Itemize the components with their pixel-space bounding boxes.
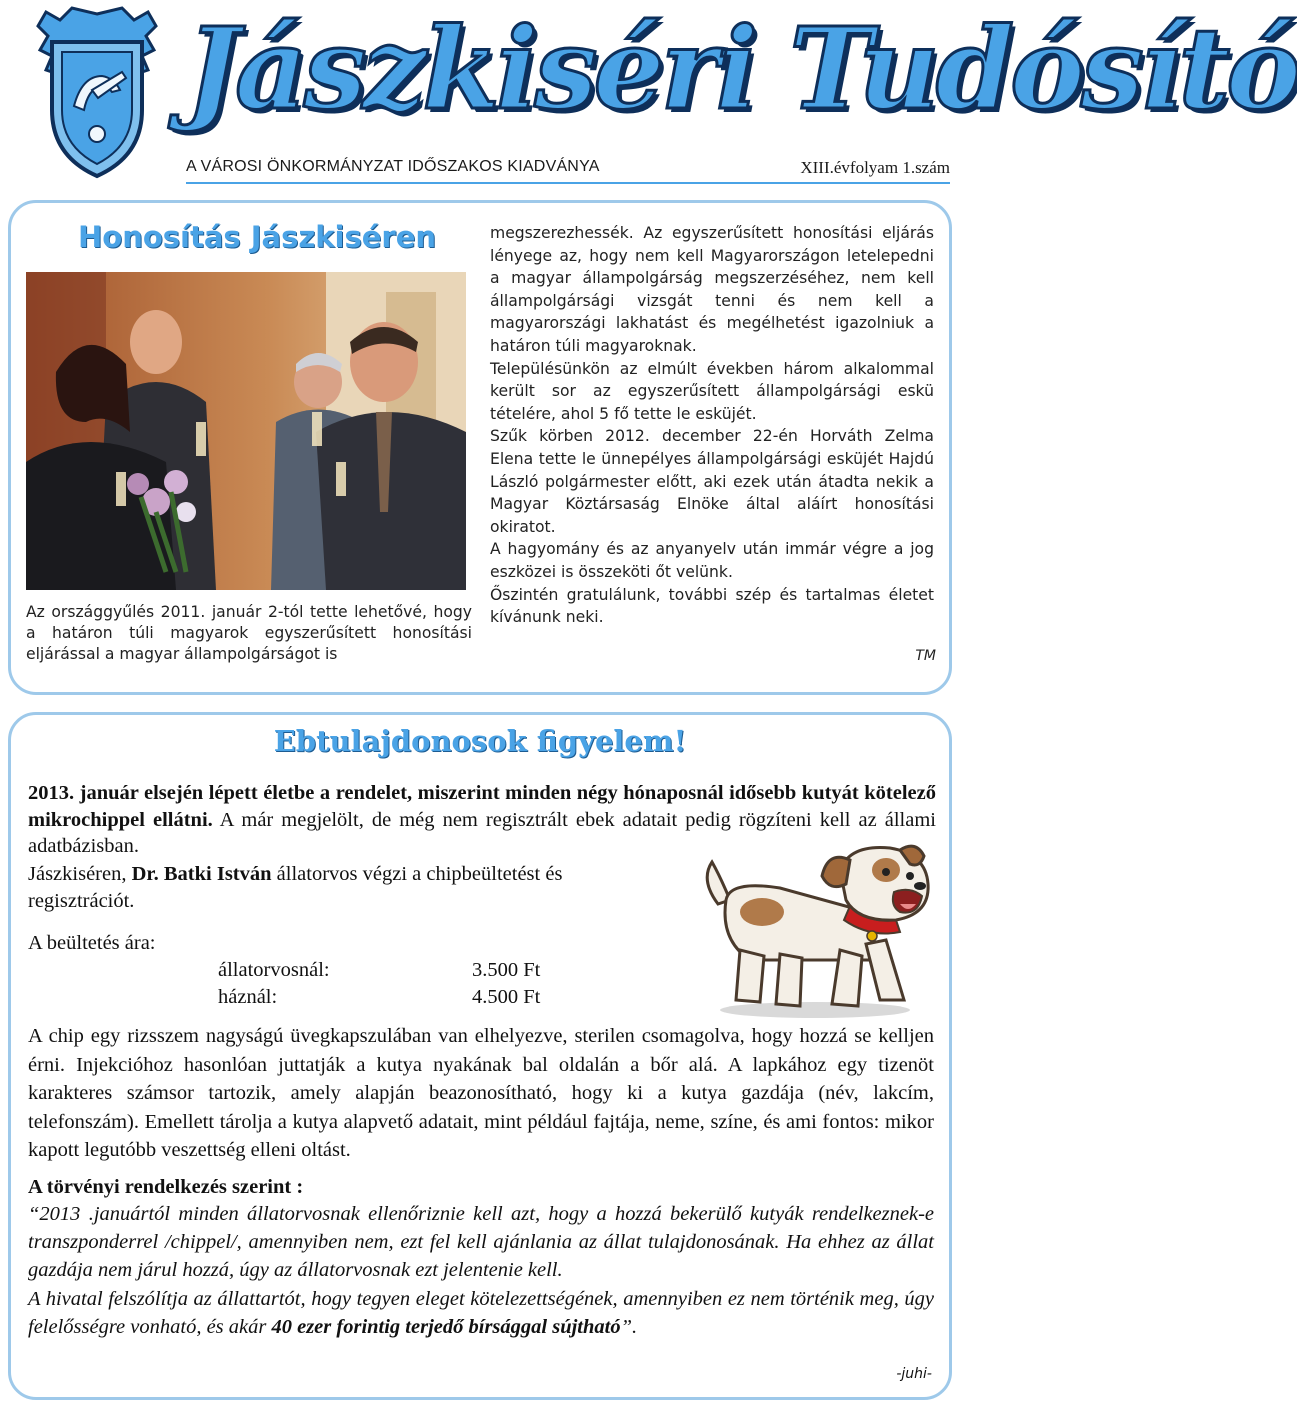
- price-label: A beültetés ára:: [28, 932, 156, 954]
- law-paragraph: “2013 .januártól minden állatorvosnak ellenőriznie kell azt, hogy a hozzá bekerülő kutyák rendelkeznek-e transzponderrel /chippel/, amennyiben nem, ezt fel kell ajánlania az állat tulajdonosának. Ha ehhez az állat gazdája nem járul hozzá, úgy az állatorvosnak ezt jelentenie kell.: [28, 1203, 934, 1282]
- vet-info: [28, 861, 668, 914]
- article-intro-text: Az országgyűlés 2011. január 2-tól tette lehetővé, hogy a határon túli magyarok egyszerűsített honosítási eljárással a magyar állampolgárságot is: [26, 603, 472, 663]
- price-row-label: háznál:: [218, 986, 278, 1008]
- author-signature: TM: [915, 648, 936, 664]
- vet-info-suffix: állatorvos végzi a chipbeültetést és regisztrációt.: [28, 863, 563, 912]
- price-row-label: állatorvosnál:: [218, 959, 330, 981]
- author-signature: -juhi-: [896, 1366, 932, 1382]
- masthead-divider: [186, 182, 950, 184]
- lead-bold-text: 2013. január elsején lépett életbe a rendelet, miszerint minden négy hónaposnál idősebb kutyát kötelező mikrochippel ellátni.: [28, 782, 936, 831]
- fine-amount: 40 ezer forintig terjedő bírsággal sújtható: [271, 1315, 621, 1338]
- price-row-value: 4.500 Ft: [472, 986, 541, 1008]
- law-heading: A törvényi rendelkezés szerint :: [28, 1176, 304, 1198]
- law-paragraph: [28, 1285, 934, 1341]
- article-paragraph: A hagyomány és az anyanyelv után immár végre a jog eszközei is összeköti őt velünk.: [490, 540, 934, 581]
- chip-description: A chip egy rizsszem nagyságú üvegkapszulában van elhelyezve, sterilen csomagolva, hogy hozzá se kelljen érni. Injekcióhoz hasonlóan juttatják a kutya nyakának bal oldalán a bőr alá. A lapkához egy tizenöt karakteres számsor tartozik, amely alapján beazonosítható, hogy ki a kutya gazdája (név, lakcím, telefonszám). Emellett tárolja a kutya alapvető adatait, mint például fajtája, neme, színe, és ami fontos: mikor kapott legutóbb veszettség elleni oltást.: [28, 1025, 934, 1161]
- vet-info-prefix: Jászkiséren,: [28, 863, 132, 885]
- issue-number: XIII.évfolyam 1.szám: [800, 158, 950, 177]
- publisher-subtitle: A VÁROSI ÖNKORMÁNYZAT IDŐSZAKOS KIADVÁNYA: [186, 158, 600, 175]
- article-paragraph: megszerezhessék. Az egyszerűsített honosítási eljárás lényege az, hogy nem kell Magyarországon letelepedni a magyar állampolgárság megszerzéséhez, nem kell állampolgársági vizsgát tenni és nem kell a magyarországi lakhatást és megélhetést igazolniuk a határon túli magyaroknak.: [490, 224, 934, 355]
- law-text-suffix: ”.: [620, 1315, 638, 1338]
- vet-name: Dr. Batki István: [131, 863, 272, 885]
- ceremony-photo: [26, 272, 466, 590]
- newspaper-title: Jászkiséri Tudósító: [186, 4, 1297, 135]
- law-text: [28, 1200, 934, 1341]
- city-coat-of-arms-icon: [22, 6, 172, 182]
- article-paragraph: Szűk körben 2012. december 22-én Horváth Zelma Elena tette le ünnepélyes állampolgársági esküjét Hajdú László polgármester előtt, aki ezek után átadta nekik a Magyar Köztársaság Elnöke által aláírt honosítási okiratot.: [490, 427, 934, 536]
- price-row-value: 3.500 Ft: [472, 959, 541, 981]
- lead-text: A már megjelölt, de még nem regisztrált ebek adatait pedig rögzíteni kell az állami adatbázisban.: [28, 808, 936, 857]
- law-text-prefix: A hivatal felszólítja az állattartót, hogy tegyen eleget kötelezettségének, amennyiben ez nem történik meg, úgy felelősségre vonható, és akár: [28, 1287, 934, 1338]
- article-paragraph: Őszintén gratulálunk, további szép és tartalmas életet kívánunk neki.: [490, 585, 934, 627]
- article-title-dog-owners: Ebtulajdonosok figyelem!: [273, 724, 687, 758]
- article-title-naturalization: Honosítás Jászkiséren: [78, 220, 437, 254]
- article-body: [490, 222, 934, 629]
- cartoon-dog-icon: [690, 840, 940, 1020]
- article-paragraph: Településünkön az elmúlt években három alkalommal került sor az egyszerűsített állampolgársági eskü tételére, ahol 5 fő tette le esküjét.: [490, 359, 934, 423]
